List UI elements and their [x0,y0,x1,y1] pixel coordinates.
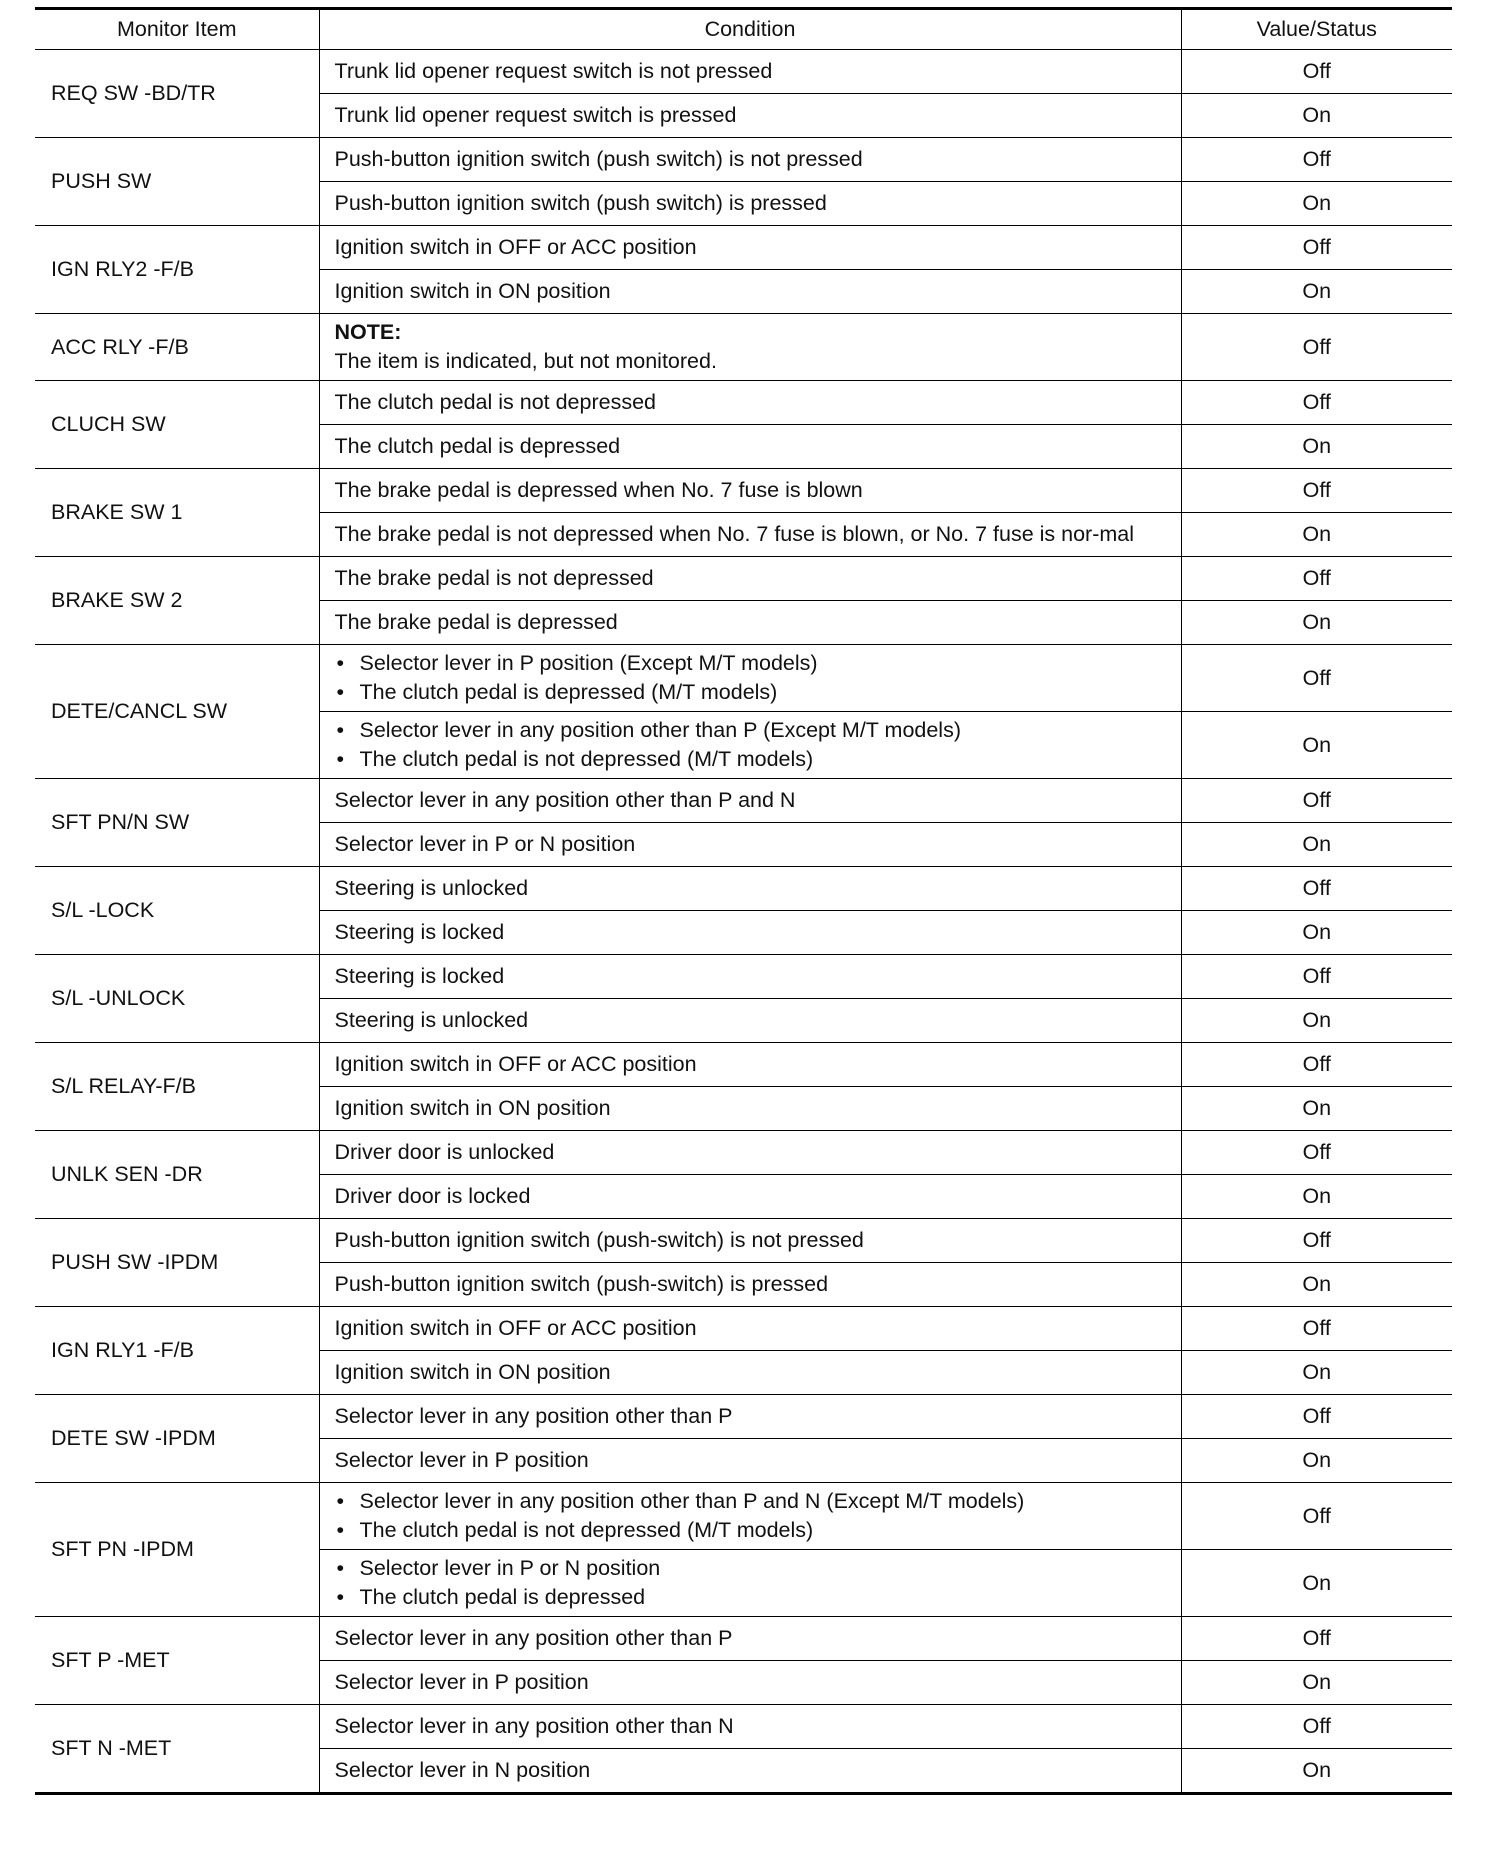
condition-cell [319,999,1181,1043]
condition-text: Steering is locked [334,920,505,944]
condition-cell [319,911,1181,955]
condition-text: Driver door is locked [334,1184,531,1208]
condition-text: The clutch pedal is depressed [334,434,621,458]
value-status-cell: Off [1181,381,1452,425]
monitor-item-name: IGN RLY2 -F/B [35,226,319,314]
monitor-item-name: S/L -LOCK [35,867,319,955]
value-status-cell: Off [1181,469,1452,513]
condition-cell [319,955,1181,999]
table-row [35,1705,1452,1749]
condition-text: Selector lever in any position other than N [334,1714,734,1738]
condition-cell [319,823,1181,867]
table-row [35,779,1452,823]
value-status-cell: On [1181,1439,1452,1483]
condition-cell [319,314,1181,381]
monitor-item-name: SFT PN/N SW [35,779,319,867]
condition-cell [319,1439,1181,1483]
condition-cell [319,50,1181,94]
value-status-cell: Off [1181,1131,1452,1175]
table-body [35,50,1452,1794]
table-row [35,1131,1452,1175]
value-status-cell: On [1181,1550,1452,1617]
monitor-item-name: UNLK SEN -DR [35,1131,319,1219]
value-status-cell: On [1181,1661,1452,1705]
table-row [35,314,1452,381]
condition-text: Push-button ignition switch (push switch) is not pressed [334,147,863,171]
condition-text: Steering is unlocked [334,1008,529,1032]
condition-text: Trunk lid opener request switch is pressed [334,103,737,127]
condition-cell [319,1263,1181,1307]
condition-text: Selector lever in P position [334,1670,589,1694]
condition-text: Push-button ignition switch (push-switch) is not pressed [334,1228,864,1252]
table-row [35,226,1452,270]
note-label: NOTE: [334,320,402,344]
condition-cell [319,557,1181,601]
condition-bullet: • Selector lever in P position (Except M/T models) [335,649,1171,678]
condition-bullet: • Selector lever in P or N position [335,1554,1171,1583]
condition-text: Selector lever in N position [334,1758,591,1782]
condition-text: The item is indicated, but not monitored. [334,349,717,373]
value-status-cell: Off [1181,138,1452,182]
condition-bullet: • The clutch pedal is depressed [335,1583,1171,1612]
value-status-cell: Off [1181,226,1452,270]
value-status-cell: On [1181,94,1452,138]
table-row [35,50,1452,94]
header-value-status: Value/Status [1181,9,1452,50]
value-status-cell: Off [1181,50,1452,94]
condition-bullet: • The clutch pedal is not depressed (M/T models) [335,745,1171,774]
condition-text: Ignition switch in ON position [334,1360,611,1384]
monitor-item-table [35,7,1452,1795]
condition-bullet: • The clutch pedal is depressed (M/T models) [335,678,1171,707]
monitor-item-name: DETE/CANCL SW [35,645,319,779]
monitor-item-name: IGN RLY1 -F/B [35,1307,319,1395]
monitor-item-name: DETE SW -IPDM [35,1395,319,1483]
monitor-item-name: SFT PN -IPDM [35,1483,319,1617]
condition-text: Ignition switch in OFF or ACC position [334,1316,697,1340]
value-status-cell: On [1181,1175,1452,1219]
table-row [35,955,1452,999]
condition-cell [319,425,1181,469]
value-status-cell: Off [1181,779,1452,823]
monitor-item-name: SFT P -MET [35,1617,319,1705]
table-row [35,1483,1452,1550]
condition-text: Ignition switch in OFF or ACC position [334,1052,697,1076]
condition-bullet: • Selector lever in any position other than P and N (Except M/T models) [335,1487,1171,1516]
table-row [35,645,1452,712]
table-row [35,1395,1452,1439]
condition-text: The brake pedal is not depressed when No. 7 fuse is blown, or No. 7 fuse is nor-mal [334,522,1134,546]
condition-cell [319,1175,1181,1219]
condition-text: The brake pedal is not depressed [334,566,654,590]
table-row [35,381,1452,425]
condition-cell [319,1351,1181,1395]
condition-cell [319,1483,1181,1550]
condition-cell [319,779,1181,823]
condition-cell [319,381,1181,425]
condition-cell [319,138,1181,182]
value-status-cell: Off [1181,1219,1452,1263]
monitor-item-name: S/L -UNLOCK [35,955,319,1043]
condition-text: Push-button ignition switch (push-switch) is pressed [334,1272,829,1296]
value-status-cell: On [1181,823,1452,867]
table-row [35,1617,1452,1661]
value-status-cell: On [1181,425,1452,469]
condition-cell [319,1395,1181,1439]
condition-cell [319,1219,1181,1263]
monitor-item-name: REQ SW -BD/TR [35,50,319,138]
monitor-item-name: SFT N -MET [35,1705,319,1794]
value-status-cell: Off [1181,1043,1452,1087]
value-status-cell: On [1181,182,1452,226]
value-status-cell: On [1181,1087,1452,1131]
value-status-cell: Off [1181,1705,1452,1749]
value-status-cell: On [1181,1749,1452,1794]
condition-cell [319,1550,1181,1617]
value-status-cell: On [1181,712,1452,779]
condition-cell [319,94,1181,138]
table-header-row [35,9,1452,50]
value-status-cell: Off [1181,1617,1452,1661]
condition-text: Trunk lid opener request switch is not pressed [334,59,773,83]
condition-cell [319,1043,1181,1087]
header-monitor-item: Monitor Item [35,9,319,50]
condition-text: Selector lever in P position [334,1448,589,1472]
value-status-cell: On [1181,1351,1452,1395]
monitor-item-name: PUSH SW -IPDM [35,1219,319,1307]
condition-cell [319,1087,1181,1131]
condition-cell [319,270,1181,314]
table-row [35,557,1452,601]
condition-cell [319,1307,1181,1351]
condition-cell [319,182,1181,226]
condition-text: Selector lever in any position other than P [334,1626,733,1650]
table-row [35,469,1452,513]
condition-text: The brake pedal is depressed [334,610,618,634]
condition-text: Steering is locked [334,964,505,988]
value-status-cell: On [1181,999,1452,1043]
value-status-cell: Off [1181,1307,1452,1351]
condition-bullet: • Selector lever in any position other than P (Except M/T models) [335,716,1171,745]
condition-cell [319,513,1181,557]
condition-cell [319,601,1181,645]
condition-cell [319,469,1181,513]
condition-text: The brake pedal is depressed when No. 7 fuse is blown [334,478,863,502]
condition-text: Ignition switch in ON position [334,279,611,303]
condition-bullet: • The clutch pedal is not depressed (M/T models) [335,1516,1171,1545]
table-row [35,1219,1452,1263]
condition-text: Selector lever in any position other than P and N [334,788,796,812]
condition-bullet-list [335,1487,1171,1545]
value-status-cell: On [1181,513,1452,557]
table-row [35,1043,1452,1087]
monitor-item-name: BRAKE SW 1 [35,469,319,557]
condition-text: Driver door is unlocked [334,1140,555,1164]
monitor-item-name: BRAKE SW 2 [35,557,319,645]
condition-text: The clutch pedal is not depressed [334,390,657,414]
value-status-cell: Off [1181,1483,1452,1550]
condition-cell [319,1749,1181,1794]
value-status-cell: On [1181,1263,1452,1307]
condition-text: Selector lever in any position other than P [334,1404,733,1428]
value-status-cell: On [1181,911,1452,955]
condition-bullet-list [335,649,1171,707]
value-status-cell: Off [1181,557,1452,601]
condition-text: Ignition switch in ON position [334,1096,611,1120]
value-status-cell: Off [1181,867,1452,911]
condition-text: Ignition switch in OFF or ACC position [334,235,697,259]
condition-bullet-list [335,716,1171,774]
condition-bullet-list [335,1554,1171,1612]
condition-text: Push-button ignition switch (push switch) is pressed [334,191,827,215]
table-row [35,1307,1452,1351]
monitor-item-name: S/L RELAY-F/B [35,1043,319,1131]
monitor-item-name: PUSH SW [35,138,319,226]
value-status-cell: Off [1181,955,1452,999]
condition-cell [319,1661,1181,1705]
value-status-cell: On [1181,270,1452,314]
condition-cell [319,1617,1181,1661]
condition-cell [319,1131,1181,1175]
condition-text: Steering is unlocked [334,876,529,900]
table-row [35,138,1452,182]
table-row [35,867,1452,911]
condition-cell [319,645,1181,712]
condition-cell [319,712,1181,779]
value-status-cell: On [1181,601,1452,645]
condition-text: Selector lever in P or N position [334,832,636,856]
monitor-item-name: CLUCH SW [35,381,319,469]
value-status-cell: Off [1181,314,1452,381]
value-status-cell: Off [1181,1395,1452,1439]
value-status-cell: Off [1181,645,1452,712]
condition-cell [319,226,1181,270]
header-condition: Condition [319,9,1181,50]
condition-cell [319,867,1181,911]
condition-cell [319,1705,1181,1749]
monitor-item-name: ACC RLY -F/B [35,314,319,381]
